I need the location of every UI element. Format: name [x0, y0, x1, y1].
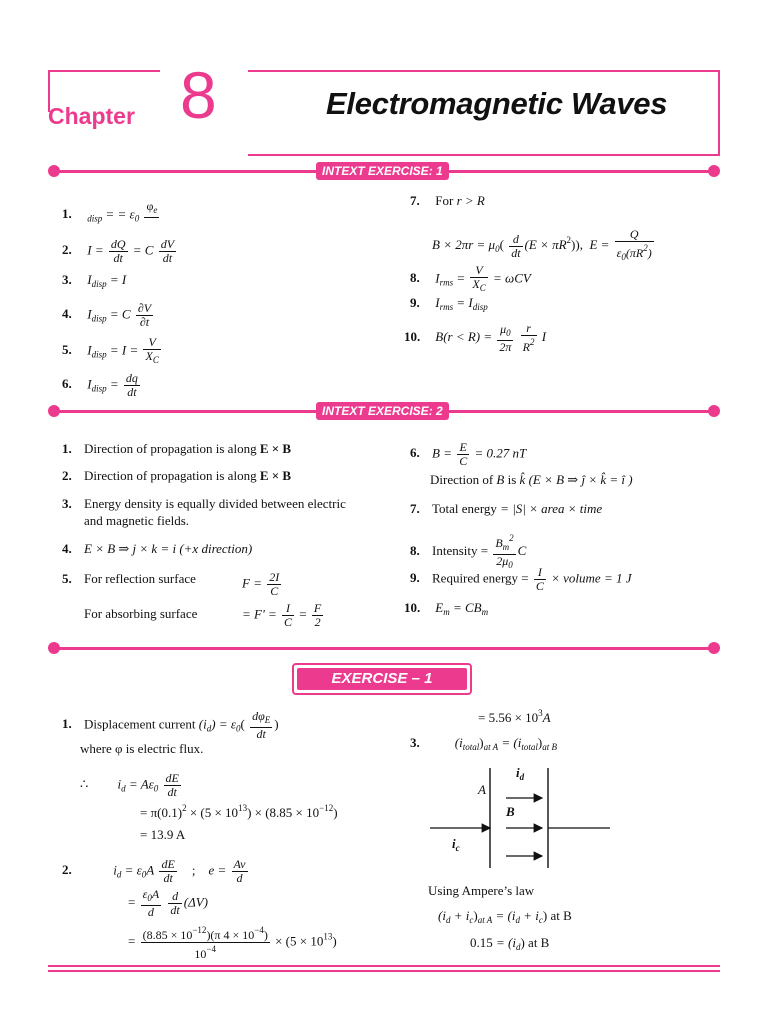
exercise1-item-1-where: where φ is electric flux.	[80, 741, 204, 756]
intext2-item-5: 5. For reflection surface	[62, 571, 196, 586]
exercise1-item-1: 1. Displacement current $(i_d) = \varepsilon_0$( $\frac{d\varphi_E}{dt}$ )	[62, 709, 279, 741]
exercise1-item-3-equation: $(i_d + i_c)_{at A} = (i_d + i_c)$ at B	[438, 908, 572, 925]
intext-exercise-1-label: INTEXT EXERCISE: 1	[316, 162, 449, 180]
exercise1-item-2-calc: = $\frac{(8.85 \times 10^{-12})(\pi 4 \times 10^{-4})}{10^{-4}}$ × $(5 \times 10^{13})$	[128, 925, 337, 961]
intext2-item-8: 8. Intensity = $\frac{B_m^2}{2\mu_0}$ C	[410, 533, 527, 570]
intext2-item-3: 3. Energy density is equally divided between electric	[62, 496, 346, 511]
exercise1-right-result: = $5.56 \times 10^3A$	[478, 708, 551, 725]
intext1-item-1: 1. $_{disp}$ = = $\varepsilon_0$ $\varphi_e$	[62, 199, 158, 224]
exercise1-item-2-step: = $\frac{\varepsilon_0A}{d}$ $\frac{d}{dt}$ (ΔV)	[128, 887, 208, 919]
footer-rule	[48, 970, 720, 972]
diagram-label-a: A	[478, 782, 486, 797]
intext1-item-9: 9. $I_{rms} = I_{disp}$	[410, 295, 488, 312]
diagram-label-b: B	[506, 804, 515, 819]
exercise1-item-3-ampere: Using Ampere’s law	[428, 883, 535, 898]
exercise1-item-2: 2. $i_d = \varepsilon_0A$ $\frac{dE}{dt}$ ; e = $\frac{Av}{d}$	[62, 857, 246, 885]
exercise1-item-3: 3. $(i_{total})_{at A} = (i_{total})_{at B}$	[410, 735, 557, 752]
intext2-item-9: 9. Required energy = $\frac{I}{C}$ × volume = 1 J	[410, 565, 632, 593]
intext1-item-7: 7. For r > R	[410, 193, 485, 208]
intext2-item-6: 6. B = $\frac{E}{C}$ = 0.27 nT	[410, 440, 527, 468]
intext2-item-5-eq-b: = F' = $\frac{I}{C}$ = $\frac{F}{2}$	[242, 601, 322, 629]
exercise1-item-1-therefore: ∴ $i_d = A\varepsilon_0$ $\frac{dE}{dt}$	[80, 771, 179, 799]
intext2-item-10: 10. $E_m = CB_m$	[404, 600, 489, 617]
intext2-item-1: 1. Direction of propagation is along E × B	[62, 441, 292, 456]
exercise1-item-3-result: $0.15 = (i_d)$ at B	[470, 935, 550, 952]
chapter-number: 8	[180, 58, 217, 132]
diagram-label-id: $i_d$	[516, 765, 525, 782]
section-dot-right	[708, 642, 720, 654]
intext2-item-2: 2. Direction of propagation is along E × B	[62, 468, 292, 483]
section-divider	[54, 647, 714, 650]
intext2-item-7: 7. Total energy = |S| × area × time	[410, 501, 603, 516]
intext2-item-4: 4. E × B ⇒ j × k = i (+x direction)	[62, 541, 253, 556]
chapter-label: Chapter	[48, 103, 135, 129]
intext1-item-8: 8. $I_{rms}$ = $\frac{V}{X_C}$ = ωCV	[410, 263, 531, 293]
diagram-label-ic: $i_c$	[452, 836, 460, 853]
intext1-item-10: 10. B(r < R) = $\frac{\mu_0}{2\pi}$ $\frac{r}{R^2}$ I	[404, 321, 547, 354]
intext2-item-3-cont: and magnetic fields.	[84, 513, 190, 528]
intext1-item-6: 6. $I_{disp}$ = $\frac{dq}{dt}$	[62, 371, 138, 399]
intext1-item-4: 4. $I_{disp} = C$ $\frac{\partial V}{\partial t}$	[62, 301, 152, 329]
exercise-1-label: EXERCISE – 1	[297, 668, 467, 690]
intext2-item-6-direction: Direction of B is k̂ (E × B ⇒ ĵ × k̂ = î )	[430, 472, 633, 487]
section-dot-right	[708, 165, 720, 177]
section-dot-right	[708, 405, 720, 417]
intext1-item-2: 2. I = $\frac{dQ}{dt}$ = C $\frac{dV}{dt}$	[62, 237, 175, 265]
intext1-item-3: 3. $I_{disp} = I$	[62, 272, 127, 289]
intext-exercise-2-label: INTEXT EXERCISE: 2	[316, 402, 449, 420]
intext2-item-5-eq-a: F = $\frac{2I}{C}$	[242, 570, 280, 598]
exercise1-item-1-calc: = $\pi(0.1)^2 \times (5 \times 10^{13}) \times (8.85 \times 10^{-12})$	[140, 803, 338, 820]
exercise1-item-1-result: = 13.9 A	[140, 827, 186, 842]
chapter-title: Electromagnetic Waves	[326, 86, 668, 121]
footer-rule	[48, 965, 720, 967]
intext2-item-5-b: For absorbing surface	[84, 606, 198, 621]
exercise-1-heading	[292, 663, 472, 695]
intext1-item-7-equation: $B \times 2\pi r = \mu_0$( $\frac{d}{dt}$ $(E \times \pi R^2)$), E = $\frac{Q}{\varepsilon_0(\pi R^2)}$	[432, 227, 652, 262]
intext1-item-5: 5. $I_{disp} = I$ = $\frac{V}{X_C}$	[62, 335, 159, 365]
